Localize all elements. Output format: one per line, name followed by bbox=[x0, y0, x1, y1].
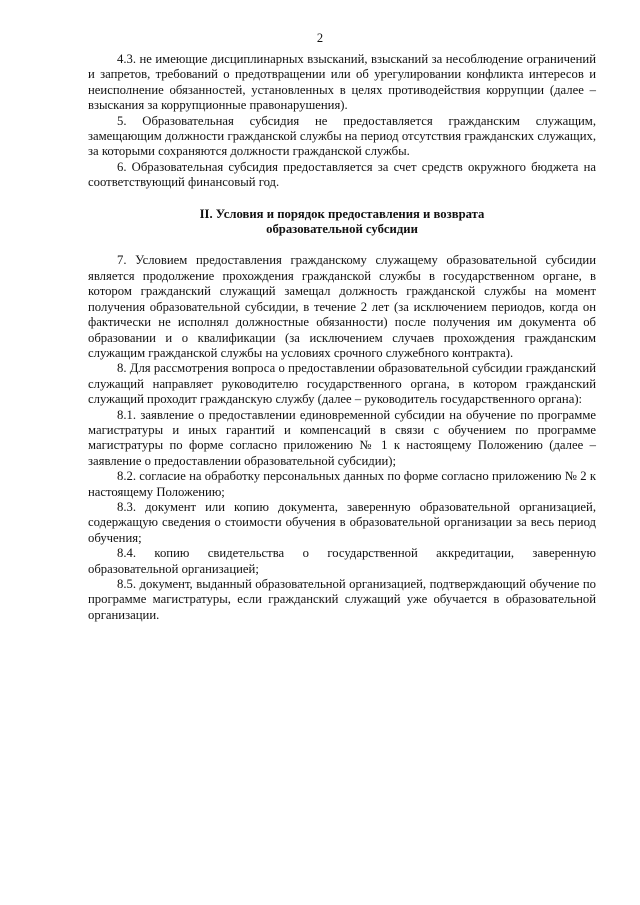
paragraph-4-3: 4.3. не имеющие дисциплинарных взысканий, взысканий за несоблюдение ограничений и запретов, требований о предотвращении или об урегулировании конфликта интересов и неисполнение обязанностей, установленных в целях противодействия коррупции (далее – взыскания за коррупционные правонарушения). bbox=[88, 52, 596, 113]
paragraph-8-3: 8.3. документ или копию документа, заверенную образовательной организацией, содержащую сведения о стоимости обучения в образовательной организации за весь период обучения; bbox=[88, 499, 596, 545]
paragraph-8: 8. Для рассмотрения вопроса о предоставлении образовательной субсидии гражданский служащий направляет руководителю государственного органа, в котором гражданский служащий проходит гражданскую службу (далее – руководитель государственного органа): bbox=[88, 361, 596, 407]
paragraph-6: 6. Образовательная субсидия предоставляется за счет средств окружного бюджета на соответствующий финансовый год. bbox=[88, 159, 596, 190]
page-number: 2 bbox=[316, 31, 324, 45]
document-body bbox=[88, 52, 596, 623]
paragraph-5: 5. Образовательная субсидия не предоставляется гражданским служащим, замещающим должности гражданской службы на период отсутствия гражданских служащих, за которыми сохраняются должности гражданской службы. bbox=[88, 113, 596, 159]
paragraph-8-1: 8.1. заявление о предоставлении единовременной субсидии на обучение по программе магистратуры и иных гарантий и компенсаций в связи с обучением по программе магистратуры по форме согласно приложению № 1 к настоящему Положению (далее – заявление о предоставлении образовательной субсидии); bbox=[88, 407, 596, 468]
section-heading-line-2: образовательной субсидии bbox=[266, 222, 418, 237]
paragraph-8-4: 8.4. копию свидетельства о государственной аккредитации, заверенную образовательной организацией; bbox=[88, 546, 596, 576]
paragraph-8-2: 8.2. согласие на обработку персональных данных по форме согласно приложению № 2 к настоящему Положению; bbox=[88, 469, 596, 499]
paragraph-8-5: 8.5. документ, выданный образовательной организацией, подтверждающий обучение по программе магистратуры, если гражданский служащий уже обучается в образовательной организации. bbox=[88, 577, 596, 622]
paragraph-7: 7. Условием предоставления гражданскому служащему образовательной субсидии является продолжение прохождения гражданской службы в государственном органе, в котором гражданский служащий замещал должность гражданской службы на момент получения образовательной субсидии, в течение 2 лет (за исключением периодов, когда он фактически не исполнял должностные обязанности) после получения им документа об образовании и о квалификации (за исключением случаев прохождения гражданским служащим гражданской службы на условиях срочного служебного контракта). bbox=[88, 253, 596, 360]
section-heading bbox=[88, 207, 596, 238]
section-heading-line-1: II. Условия и порядок предоставления и возврата bbox=[199, 206, 485, 221]
